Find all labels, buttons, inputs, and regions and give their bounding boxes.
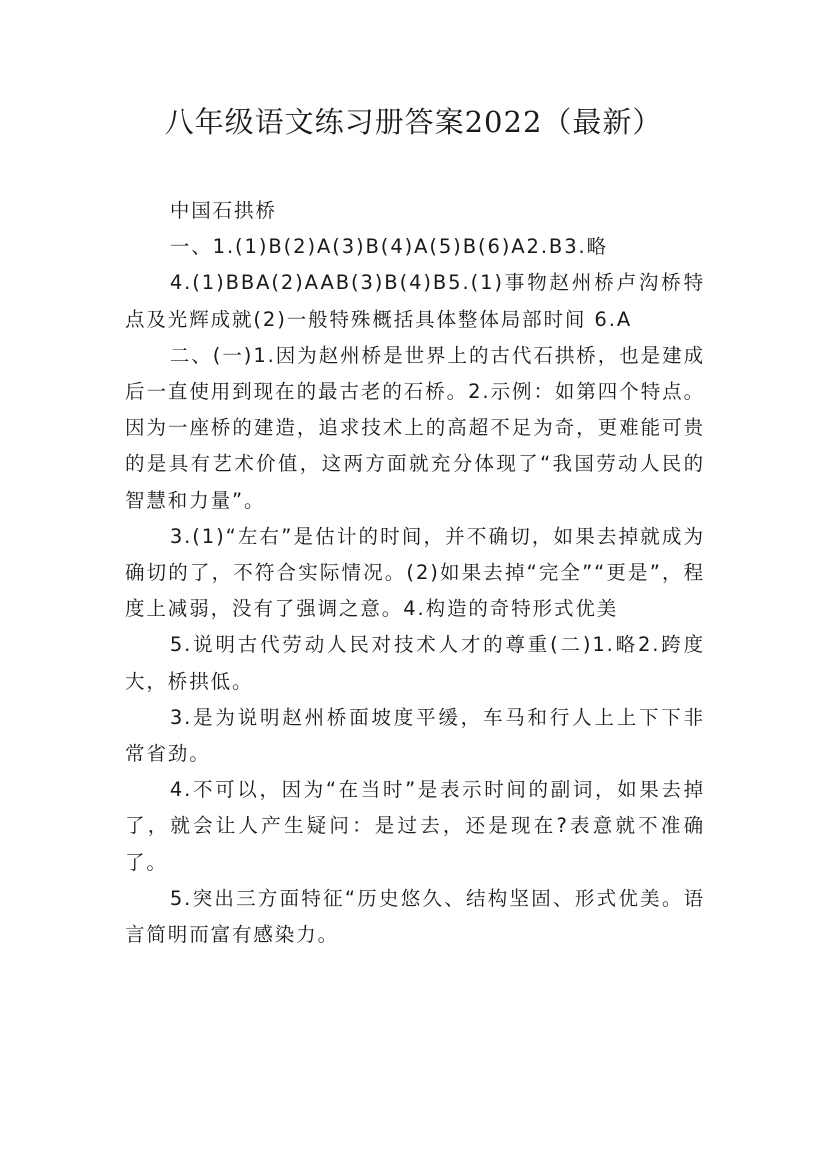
document-title: 八年级语文练习册答案2022（最新） [164,105,663,139]
paragraph: 一、1.(1)B(2)A(3)B(4)A(5)B(6)A2.B3.略 [169,235,609,259]
document-body [125,193,705,953]
paragraph: 3.(1)“左右”是估计的时间，并不确切，如果去掉就成为确切的了，不符合实际情况。(2)如果去掉“完全”“更是”，程度上减弱，没有了强调之意。4.构造的奇特形式优美 [125,524,705,621]
paragraph: 4.不可以，因为“在当时”是表示时间的副词，如果去掉了，就会让人产生疑问：是过去，还是现在?表意就不准确了。 [125,778,705,874]
paragraph: 5.说明古代劳动人民对技术人才的尊重(二)1.略2.跨度大，桥拱低。 [125,633,705,693]
paragraph: 3.是为说明赵州桥面坡度平缓，车马和行人上上下下非常省劲。 [125,705,705,766]
paragraph: 4.(1)BBA(2)AAB(3)B(4)B5.(1)事物赵州桥卢沟桥特点及光辉成就(2)一般特殊概括具体整体局部时间 6.A [125,271,705,331]
paragraph: 二、(一)1.因为赵州桥是世界上的古代石拱桥，也是建成后一直使用到现在的最古老的石桥。2.示例：如第四个特点。因为一座桥的建造，追求技术上的高超不足为奇，更难能可贵的是具有艺术价值，这两方面就充分体现了“我国劳动人民的智慧和力量”。 [125,343,705,512]
paragraph: 中国石拱桥 [169,199,277,222]
paragraph: 5.突出三方面特征“历史悠久、结构坚固、形式优美。语言简明而富有感染力。 [125,886,705,947]
